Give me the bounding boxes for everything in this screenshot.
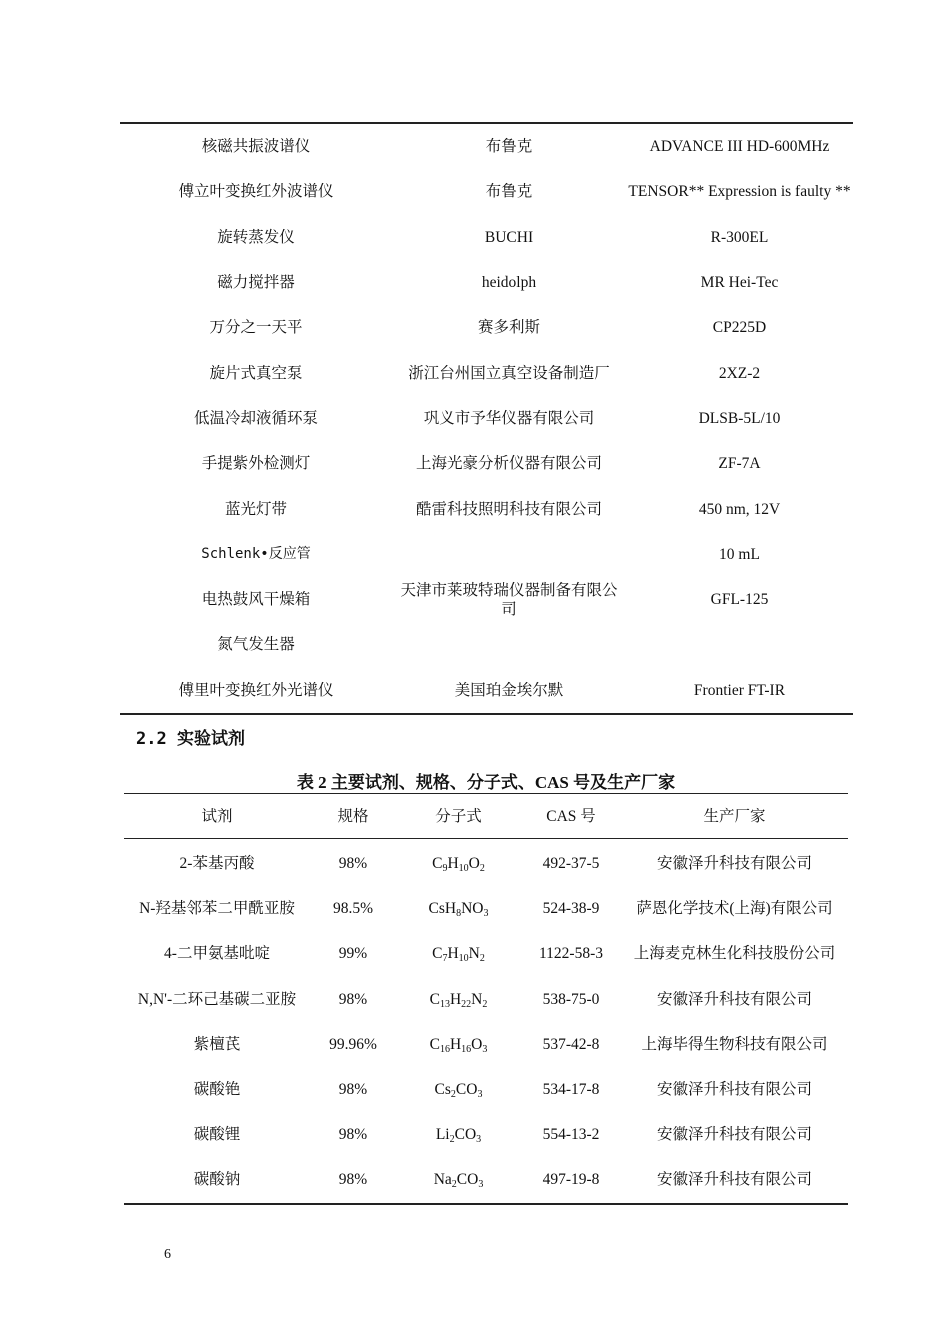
cas-number: 1122-58-3 [539, 945, 603, 963]
formula [396, 886, 521, 931]
formula-part: Cs [434, 1081, 451, 1099]
section-heading: 2.2 实验试剂 [136, 729, 245, 749]
formula-subscript: 7 [442, 953, 448, 965]
formula-subscript: 2 [482, 998, 488, 1010]
manufacturer: 天津市莱玻特瑞仪器制备有限公 司 [400, 581, 618, 618]
manufacturer: 巩义市予华仪器有限公司 [423, 409, 595, 427]
formula-subscript: 10 [458, 953, 469, 965]
cas-number: 534-17-8 [542, 1081, 600, 1099]
table-row [120, 123, 853, 169]
formula-part: N [471, 990, 483, 1008]
table-header-row [124, 794, 848, 839]
table-row [124, 839, 848, 887]
formula-subscript: 2 [479, 863, 485, 875]
reagent-name: 2-苯基丙酸 [179, 855, 255, 873]
formula-subscript: 2 [450, 1089, 456, 1101]
table-row [124, 886, 848, 931]
cas-number: 492-37-5 [542, 855, 600, 873]
table-caption: 表 2 主要试剂、规格、分子式、CAS 号及生产厂家 [296, 773, 676, 792]
table-row [120, 668, 853, 714]
table-row [124, 1067, 848, 1112]
model [626, 622, 853, 667]
instrument-name: 低温冷却液循环泵 [193, 409, 318, 427]
instrument-table [120, 122, 853, 715]
instrument-name: 氮气发生器 [217, 636, 295, 654]
spec: 98% [338, 1171, 368, 1189]
model: MR Hei-Tec [700, 274, 779, 292]
spec: 98% [338, 855, 368, 873]
instrument-name: 磁力搅拌器 [217, 274, 295, 292]
formula [396, 977, 521, 1022]
formula [396, 1067, 521, 1112]
table-row [124, 1022, 848, 1067]
table-row [120, 441, 853, 486]
formula-subscript: 8 [456, 908, 462, 920]
formula-part: CO [456, 1171, 479, 1189]
formula-part: C [432, 855, 443, 873]
formula-subscript: 2 [451, 1179, 457, 1191]
instrument-name: 核磁共振波谱仪 [201, 138, 311, 156]
cas-number: 497-19-8 [542, 1171, 600, 1189]
manufacturer: 布鲁克 [485, 183, 533, 201]
spec: 98% [338, 1081, 368, 1099]
table-row [124, 977, 848, 1022]
formula-part: CO [455, 1081, 478, 1099]
formula-subscript: 10 [458, 863, 469, 875]
formula-subscript: 16 [461, 1043, 472, 1055]
reagent-name: 碳酸钠 [193, 1171, 241, 1189]
formula-subscript: 2 [449, 1134, 455, 1146]
formula-subscript: 3 [483, 908, 489, 920]
formula [396, 1022, 521, 1067]
table-row [120, 169, 853, 214]
formula-subscript: 9 [442, 863, 448, 875]
maker: 安徽泽升科技有限公司 [656, 990, 812, 1008]
formula-subscript: 13 [439, 998, 450, 1010]
table-row [120, 305, 853, 350]
table-row [120, 532, 853, 577]
table-row [120, 350, 853, 395]
table-row [120, 215, 853, 260]
manufacturer: 酷雷科技照明科技有限公司 [415, 500, 602, 518]
formula [396, 1112, 521, 1157]
spec: 98.5% [332, 900, 374, 918]
spec: 98% [338, 990, 368, 1008]
instrument-name: Schlenk•反应管 [201, 545, 311, 562]
table-row [120, 396, 853, 441]
model: CP225D [712, 319, 767, 337]
maker: 安徽泽升科技有限公司 [656, 1171, 812, 1189]
instrument-name: 傅里叶变换红外光谱仪 [178, 681, 334, 699]
manufacturer: 赛多利斯 [477, 319, 540, 337]
table-row [124, 931, 848, 976]
manufacturer: BUCHI [484, 228, 534, 246]
instrument-name: 手提紫外检测灯 [201, 455, 311, 473]
reagent-table [124, 793, 848, 1205]
maker: 萨恩化学技术(上海)有限公司 [636, 900, 833, 918]
header-formula: 分子式 [396, 794, 521, 839]
manufacturer: 布鲁克 [485, 138, 533, 156]
spec: 99% [338, 945, 368, 963]
maker: 上海麦克林生化科技股份公司 [633, 945, 836, 963]
table-row [124, 1157, 848, 1203]
formula-subscript: 2 [479, 953, 485, 965]
formula-subscript: 3 [478, 1179, 484, 1191]
model: 2XZ-2 [718, 364, 761, 382]
cas-number: 538-75-0 [542, 990, 600, 1008]
formula-part: C [429, 990, 440, 1008]
instrument-name: 旋片式真空泵 [209, 364, 303, 382]
model: DLSB-5L/10 [698, 409, 781, 427]
maker: 安徽泽升科技有限公司 [656, 1126, 812, 1144]
table-row [120, 260, 853, 305]
maker: 安徽泽升科技有限公司 [656, 855, 812, 873]
manufacturer: 美国珀金埃尔默 [454, 681, 564, 699]
maker: 上海毕得生物科技有限公司 [641, 1035, 828, 1053]
formula [396, 931, 521, 976]
reagent-name: 4-二甲氨基吡啶 [164, 945, 270, 963]
formula-part: NO [461, 900, 484, 918]
manufacturer: 浙江台州国立真空设备制造厂 [408, 364, 610, 382]
formula-part: CO [454, 1126, 477, 1144]
formula-part: CsH [428, 900, 457, 918]
maker: 安徽泽升科技有限公司 [656, 1081, 812, 1099]
formula-subscript: 3 [476, 1134, 482, 1146]
formula-part: H [449, 1035, 462, 1053]
instrument-name: 万分之一天平 [209, 319, 303, 337]
formula-part: N [468, 945, 480, 963]
instrument-name: 电热鼓风干燥箱 [201, 591, 311, 609]
header-spec: 规格 [310, 794, 396, 839]
reagent-name: 碳酸锂 [193, 1126, 241, 1144]
formula-part: O [468, 855, 480, 873]
manufacturer [392, 532, 626, 577]
reagent-name: N-羟基邻苯二甲酰亚胺 [139, 900, 295, 918]
page-number: 6 [164, 1247, 171, 1262]
formula-part: Li [435, 1126, 450, 1144]
formula-part: Na [433, 1171, 452, 1189]
formula-subscript: 16 [439, 1043, 450, 1055]
table-row [120, 622, 853, 667]
formula-part: C [432, 945, 443, 963]
header-cas: CAS 号 [521, 794, 621, 839]
formula-part: H [447, 945, 459, 963]
formula [396, 1157, 521, 1203]
manufacturer: 上海光豪分析仪器有限公司 [415, 455, 602, 473]
formula-part: H [449, 990, 462, 1008]
reagent-name: 紫檀芪 [193, 1035, 241, 1053]
manufacturer: heidolph [481, 274, 537, 292]
formula-part: O [471, 1035, 483, 1053]
header-maker: 生产厂家 [621, 794, 848, 839]
table-row [124, 1112, 848, 1157]
spec: 99.96% [329, 1035, 377, 1053]
cas-number: 537-42-8 [542, 1035, 600, 1053]
spec: 98% [338, 1126, 368, 1144]
model: 10 mL [719, 545, 760, 563]
model: ZF-7A [718, 455, 761, 473]
model: ADVANCE III HD-600MHz [649, 138, 830, 156]
table-row [120, 486, 853, 531]
reagent-name: 碳酸铯 [193, 1081, 241, 1099]
cas-number: 524-38-9 [542, 900, 600, 918]
reagent-name: N,N'-二环己基碳二亚胺 [137, 990, 297, 1008]
formula-subscript: 22 [461, 998, 472, 1010]
formula [396, 839, 521, 887]
formula-subscript: 3 [482, 1043, 488, 1055]
model: R-300EL [710, 228, 769, 246]
instrument-name: 傅立叶变换红外波谱仪 [178, 183, 334, 201]
formula-part: C [429, 1035, 440, 1053]
instrument-name: 蓝光灯带 [224, 500, 287, 518]
model: Frontier FT-IR [693, 681, 786, 699]
model: GFL-125 [710, 591, 769, 609]
manufacturer [392, 622, 626, 667]
model: 450 nm, 12V [698, 500, 781, 518]
model: TENSOR** Expression is faulty ** [628, 183, 851, 201]
table-row [120, 577, 853, 622]
formula-subscript: 3 [477, 1089, 483, 1101]
cas-number: 554-13-2 [542, 1126, 600, 1144]
header-reagent: 试剂 [124, 794, 310, 839]
instrument-name: 旋转蒸发仪 [217, 228, 295, 246]
formula-part: H [447, 855, 459, 873]
